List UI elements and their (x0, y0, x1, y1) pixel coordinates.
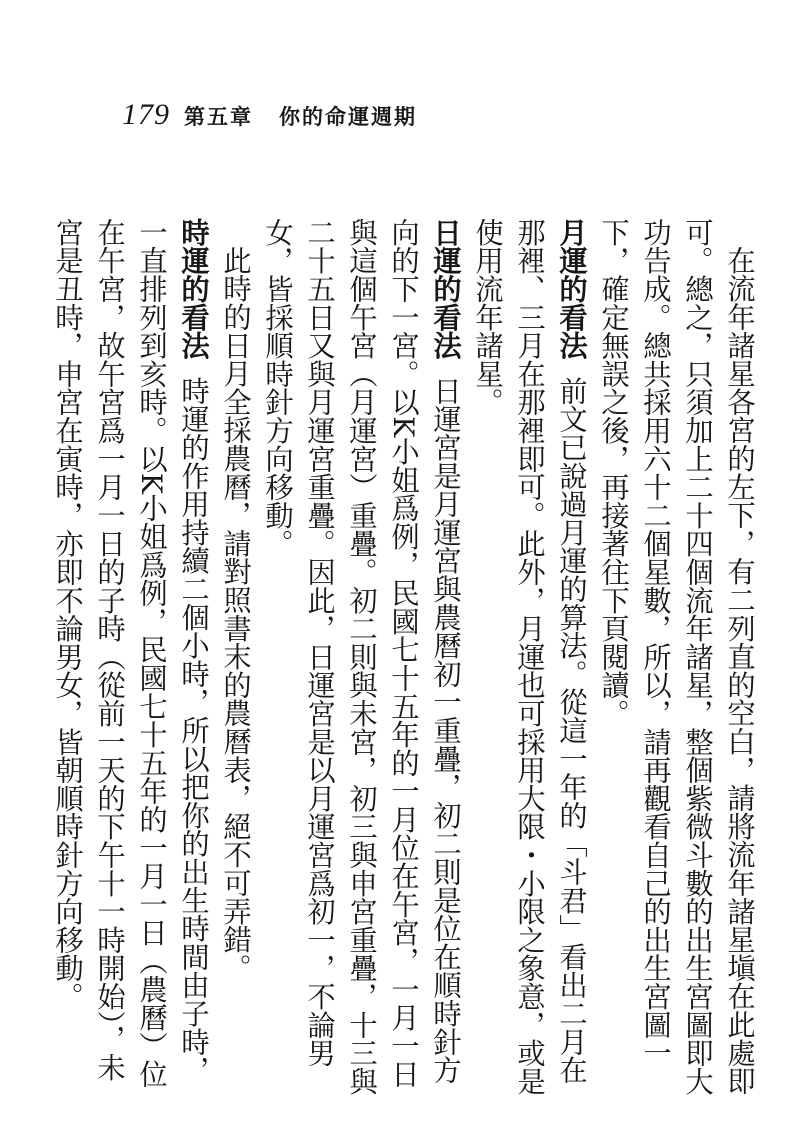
paragraph-daily-luck-text: 日運宮是月運宮與農曆初一重疊，初二則是位在順時針方向的下一宮。以K小姐爲例，民國七十五年的一月位在午宮，一月一日與這個午宮（月運宮）重疊。初二則與未宮，初三與申宮重疊，十三與二十五日又與月運宮重疊。因此，日運宮是以月運宮爲初一，不論男女，皆採順時針方向移動。 (261, 218, 462, 1096)
paragraph-intro-text: 在流年諸星各宮的左下，有二列直的空白，請將流年諸星塡在此處即可。總之，只須加上二十四個流年諸星，整個紫微斗數的出生宮圖即大功告成。總共採用六十二個星數，所以，請再觀看自己的出生宮圖一下，確定無誤之後，再接著往下頁閱讀。 (597, 218, 756, 1096)
paragraph-lunar-note (214, 218, 256, 1098)
paragraph-monthly-luck-text: 前文已說過月運的算法。從這一年的「斗君」看出二月在那裡、三月在那裡即可。此外，月運也可採用大限・小限之象意，或是使用流年諸星。 (471, 218, 588, 1096)
section-heading-daily-luck: 日運的看法 (429, 218, 462, 360)
body-text (51, 218, 760, 1098)
section-heading-hourly-luck: 時運的看法 (177, 218, 210, 360)
paragraph-daily-luck (256, 218, 466, 1098)
paragraph-lunar-note-text: 此時的日月全採農曆，請對照書末的農曆表，絕不可弄錯。 (219, 246, 252, 983)
page-header (122, 98, 417, 138)
chapter-title: 你的命運週期 (279, 105, 417, 129)
paragraph-hourly-luck (46, 218, 214, 1098)
page-number: 179 (122, 98, 170, 131)
paragraph-intro (592, 218, 760, 1098)
paragraph-monthly-luck (466, 218, 592, 1098)
section-heading-monthly-luck: 月運的看法 (555, 218, 588, 360)
chapter-label: 第五章 (184, 105, 253, 129)
paragraph-hourly-luck-text: 時運的作用持續二個小時，所以把你的出生時間由子時，一直排列到亥時。以K小姐爲例，民國七十五年的一月一日（農曆）位在午宮，故午宮爲一月一日的子時（從前一天的下午十一時開始），未宮是丑時，申宮在寅時，亦即不論男女，皆朝順時針方向移動。 (51, 218, 210, 1089)
